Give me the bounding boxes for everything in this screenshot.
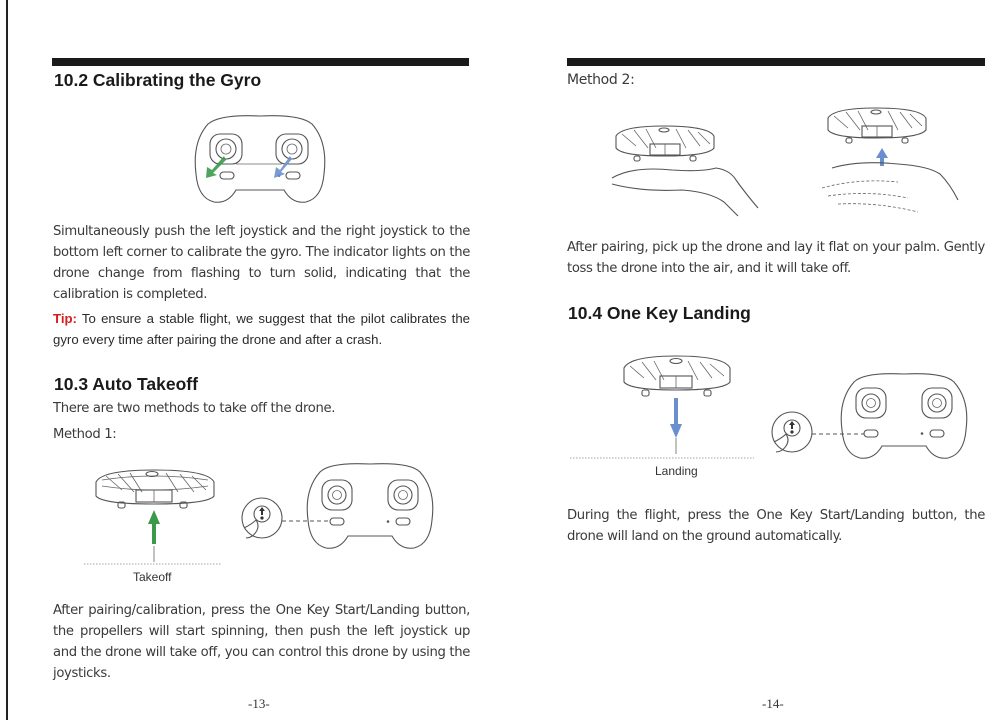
landing-caption: Landing	[655, 464, 698, 478]
controller-landing-illustration	[768, 372, 978, 468]
section-title-auto-takeoff: 10.3 Auto Takeoff	[54, 374, 198, 394]
takeoff-paragraph: After pairing/calibration, press the One Key Start/Landing button, the propellers will start spinning, then push the left joystick up and the drone will take off, you can control this drone by using the joysticks.	[53, 603, 470, 681]
section-title-calibrating-gyro: 10.2 Calibrating the Gyro	[54, 70, 262, 90]
method-2-paragraph: After pairing, pick up the drone and lay it flat on your palm. Gently toss the drone into the air, and it will take off.	[567, 240, 985, 276]
method-2-label: Method 2:	[567, 72, 635, 88]
page-number-right: -14-	[762, 696, 784, 711]
tip-paragraph	[53, 308, 470, 350]
down-arrow-icon	[670, 398, 682, 438]
calibration-paragraph: Simultaneously push the left joystick and the right joystick to the bottom left corner to calibrate the gyro. The indicator lights on the drone change from flashing to turn solid, indicating that the calibration is completed.	[53, 224, 470, 302]
drone-takeoff-illustration	[92, 464, 222, 572]
section-title-one-key-landing: 10.4 One Key Landing	[568, 303, 751, 323]
right-arrow-icon	[274, 156, 292, 178]
controller-takeoff-illustration	[234, 462, 440, 558]
tip-text: To ensure a stable flight, we suggest that the pilot calibrates the gyro every time after pairing the drone and after a crash.	[53, 311, 470, 347]
drone-landing-illustration	[620, 354, 750, 462]
controller-calibration-illustration	[190, 112, 330, 208]
takeoff-caption: Takeoff	[133, 570, 172, 584]
drone-toss-illustration	[818, 104, 968, 224]
page-number-left: -13-	[248, 696, 270, 711]
up-arrow-icon	[148, 510, 160, 544]
drone-on-palm-illustration	[612, 122, 762, 218]
takeoff-button-icon	[259, 507, 265, 515]
landing-button-icon	[789, 421, 795, 429]
page-spine-line	[6, 0, 8, 720]
section-header-bar-left	[52, 58, 469, 66]
landing-paragraph: During the flight, press the One Key Start/Landing button, the drone will land on the ground automatically.	[567, 508, 985, 544]
takeoff-intro: There are two methods to take off the drone.	[53, 401, 336, 416]
method-1-label: Method 1:	[53, 427, 117, 442]
section-header-bar-right	[567, 58, 985, 66]
left-arrow-icon	[206, 156, 226, 178]
tip-label: Tip:	[53, 311, 77, 326]
